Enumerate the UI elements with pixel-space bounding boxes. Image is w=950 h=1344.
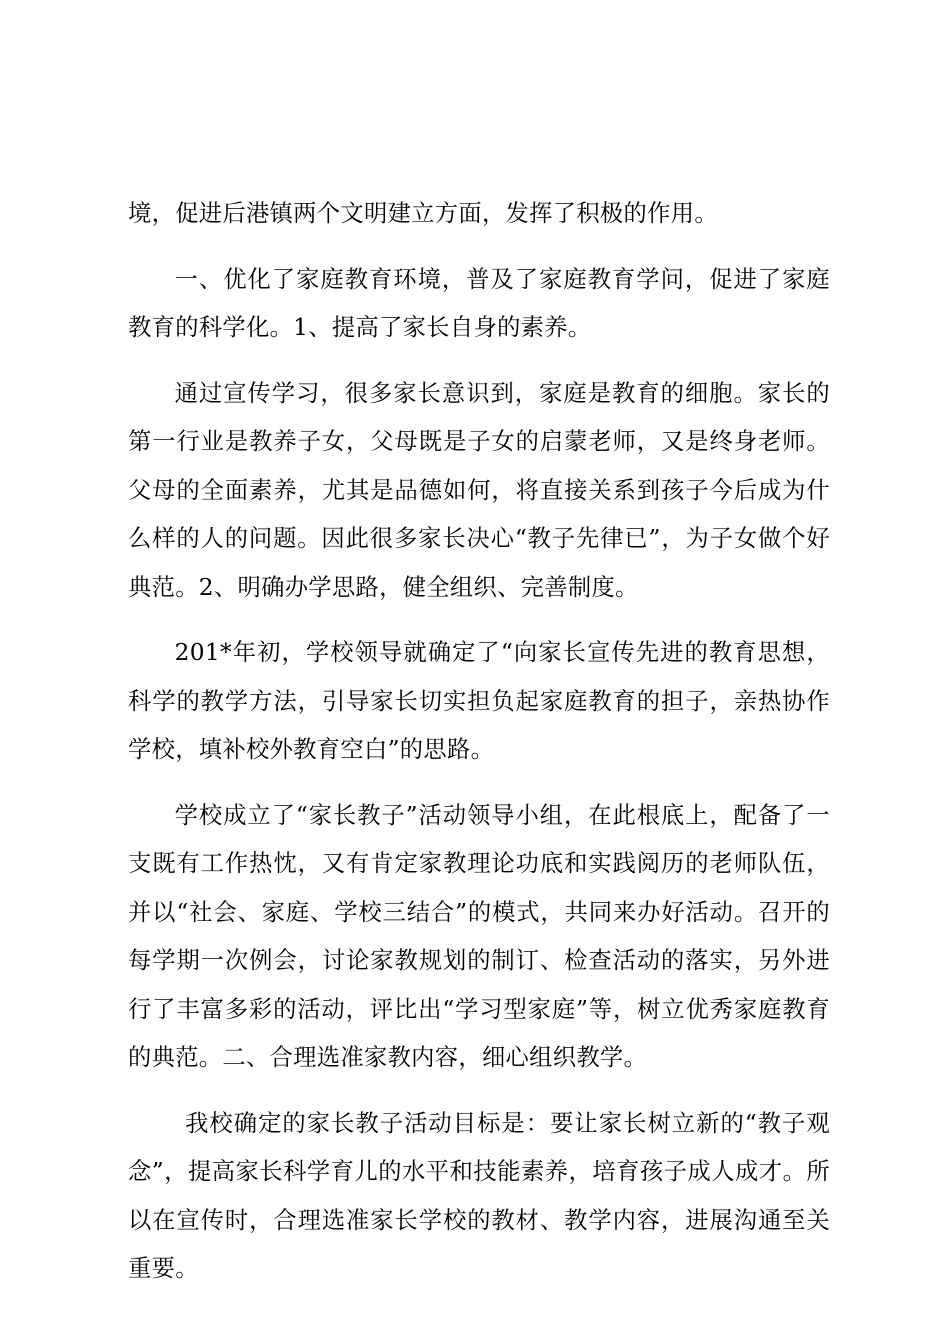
paragraph-activity-goal: 我校确定的家长教子活动目标是：要让家长树立新的“教子观念”，提高家长科学育儿的水平和技能素养，培育孩子成人成才。所以在宣传时，合理选准家长学校的教材、教学内容，进展沟通至关重要。: [128, 1109, 830, 1282]
paragraph-leading-group: 学校成立了“家长教子”活动领导小组，在此根底上，配备了一支既有工作热忱，又有肯定家教理论功底和实践阅历的老师队伍，并以“社会、家庭、学校三结合”的模式，共同来办好活动。召开的每学期一次例会，讨论家教规划的制订、检查活动的落实，另外进行了丰富多彩的活动，评比出“学习型家庭”等，树立优秀家庭教育的典范。二、合理选准家教内容，细心组织教学。: [128, 801, 830, 1071]
paragraph-section-one: 一、优化了家庭教育环境，普及了家庭教育学问，促进了家庭教育的科学化。1、提高了家长自身的素养。: [128, 265, 830, 341]
document-body: [128, 190, 830, 1311]
paragraph-school-leadership: 201*年初，学校领导就确定了“向家长宣传先进的教育思想，科学的教学方法，引导家长切实担负起家庭教育的担子，亲热协作学校，填补校外教育空白”的思路。: [128, 639, 830, 763]
paragraph-continuation: 境，促进后港镇两个文明建立方面，发挥了积极的作用。: [128, 200, 718, 227]
paragraph-parents-awareness: 通过宣传学习，很多家长意识到，家庭是教育的细胞。家长的第一行业是教养子女，父母既是子女的启蒙老师，又是终身老师。父母的全面素养，尤其是品德如何，将直接关系到孩子今后成为什么样的人的问题。因此很多家长决心“教子先律已”，为子女做个好典范。2、明确办学思路，健全组织、完善制度。: [128, 379, 830, 601]
